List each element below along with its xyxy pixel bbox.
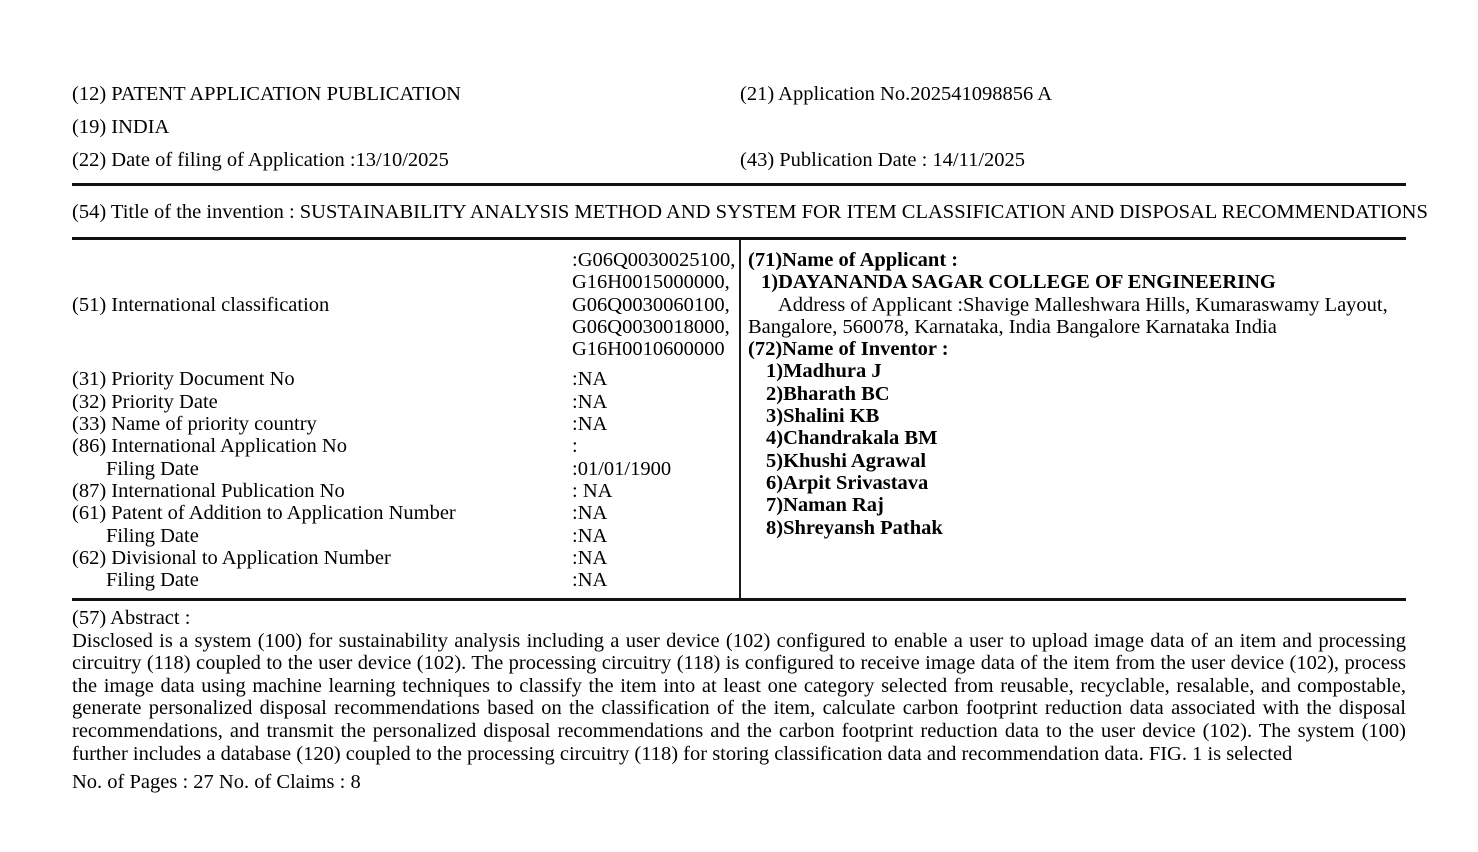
applicant-name: 1)DAYANANDA SAGAR COLLEGE OF ENGINEERING <box>761 271 1276 294</box>
field-label: (31) Priority Document No <box>72 368 295 391</box>
field-label: (61) Patent of Addition to Application Number <box>72 502 456 525</box>
field-value: :NA <box>572 413 608 436</box>
ipc-values <box>572 249 736 361</box>
field-priority-country <box>72 413 727 435</box>
bibliographic-header <box>72 0 1406 183</box>
ipc-code: G16H0015000000, <box>572 271 730 294</box>
field-patent-of-addition <box>72 502 727 524</box>
abstract-block <box>72 601 1406 798</box>
header-row-kind-and-application <box>72 78 1406 111</box>
inventor-item: 4)Chandrakala BM <box>766 427 938 450</box>
inventor-item: 7)Naman Raj <box>766 494 884 517</box>
field-value: :NA <box>572 368 608 391</box>
filing-date: (22) Date of filing of Application :13/10/2025 <box>72 149 449 171</box>
field-international-application-no <box>72 435 727 457</box>
invention-title-text: SUSTAINABILITY ANALYSIS METHOD AND SYSTEM FOR ITEM CLASSIFICATION AND DISPOSAL RECOMMENDATIONS <box>299 201 1428 223</box>
field-value: :NA <box>572 502 608 525</box>
field-label: Filing Date <box>106 457 199 480</box>
applicant-address-line-2: Bangalore, 560078, Karnataka, India Bangalore Karnataka India <box>748 315 1277 338</box>
inventor-item: 1)Madhura J <box>766 360 882 383</box>
biblio-two-column-block <box>72 240 1406 598</box>
field-international-classification <box>72 249 736 361</box>
field-value: : NA <box>572 479 613 502</box>
field-priority-date <box>72 391 727 413</box>
inventor-item: 8)Shreyansh Pathak <box>766 516 943 539</box>
field-international-application-filing-date <box>72 458 727 480</box>
field-value: : <box>572 435 578 458</box>
field-divisional-application-number <box>72 547 727 569</box>
field-international-publication-no <box>72 480 727 502</box>
inventor-heading: (72)Name of Inventor : <box>748 338 949 361</box>
abstract-text: Disclosed is a system (100) for sustainability analysis including a user device (102) configured to enable a user to upload image data of an item and processing circuitry (118) coupled to the user device (102). The processing circuitry (118) is configured to receive image data of the item from the user device (102), process the image data using machine learning techniques to classify the item into at least one category selected from reusable, recyclable, resalable, and compostable, generate personalized disposal recommendations based on the classification of the item, calculate carbon footprint reduction data associated with the disposal recommendations, and transmit the personalized disposal recommendations and the carbon footprint reduction data to the user device (102). The system (100) further includes a database (120) coupled to the processing circuitry (118) for storing classification data and recommendation data. FIG. 1 is selected <box>72 629 1406 765</box>
spacer <box>72 360 727 368</box>
biblio-left-column <box>72 249 739 593</box>
field-patent-of-addition-filing-date <box>72 525 727 547</box>
application-number: (21) Application No.202541098856 A <box>740 83 1053 105</box>
document-sheet <box>72 0 1428 798</box>
field-label: (33) Name of priority country <box>72 413 317 436</box>
field-label: (62) Divisional to Application Number <box>72 546 391 569</box>
applicant-address-line-1: Address of Applicant :Shavige Malleshwara Hills, Kumaraswamy Layout, <box>778 293 1388 316</box>
inventor-item: 2)Bharath BC <box>766 382 890 405</box>
abstract-label: (57) Abstract : <box>72 607 191 629</box>
column-divider <box>739 240 741 598</box>
ipc-code: G06Q0030018000, <box>572 315 730 338</box>
field-value: :NA <box>572 524 608 547</box>
publication-date: (43) Publication Date : 14/11/2025 <box>740 149 1026 171</box>
field-priority-document-no <box>72 368 727 390</box>
field-label: Filing Date <box>106 569 199 592</box>
header-row-country <box>72 111 1406 144</box>
ipc-label: (51) International classification <box>72 294 330 316</box>
invention-title-row <box>72 186 1428 237</box>
field-value: :NA <box>572 546 608 569</box>
inventor-item: 3)Shalini KB <box>766 405 880 428</box>
inventor-item: 5)Khushi Agrawal <box>766 449 927 472</box>
header-row-dates <box>72 144 1406 177</box>
pages-and-claims-count: No. of Pages : 27 No. of Claims : 8 <box>72 771 361 794</box>
ipc-code: G06Q0030060100, <box>572 293 730 316</box>
inventor-item: 6)Arpit Srivastava <box>766 471 929 494</box>
field-divisional-filing-date <box>72 569 727 591</box>
doc-kind-code: (12) PATENT APPLICATION PUBLICATION <box>72 83 461 105</box>
applicant-heading: (71)Name of Applicant : <box>748 249 959 271</box>
invention-title-label: (54) Title of the invention : <box>72 201 300 223</box>
field-label: (86) International Application No <box>72 435 347 458</box>
country-code: (19) INDIA <box>72 116 170 138</box>
field-value: :01/01/1900 <box>572 457 672 480</box>
field-value: :NA <box>572 390 608 413</box>
field-label: (32) Priority Date <box>72 390 218 413</box>
field-label: (87) International Publication No <box>72 479 345 502</box>
field-label: Filing Date <box>106 524 199 547</box>
biblio-right-column <box>739 249 1406 593</box>
ipc-code: G16H0010600000 <box>572 338 725 361</box>
ipc-code: :G06Q0030025100, <box>572 249 736 271</box>
field-value: :NA <box>572 569 608 592</box>
